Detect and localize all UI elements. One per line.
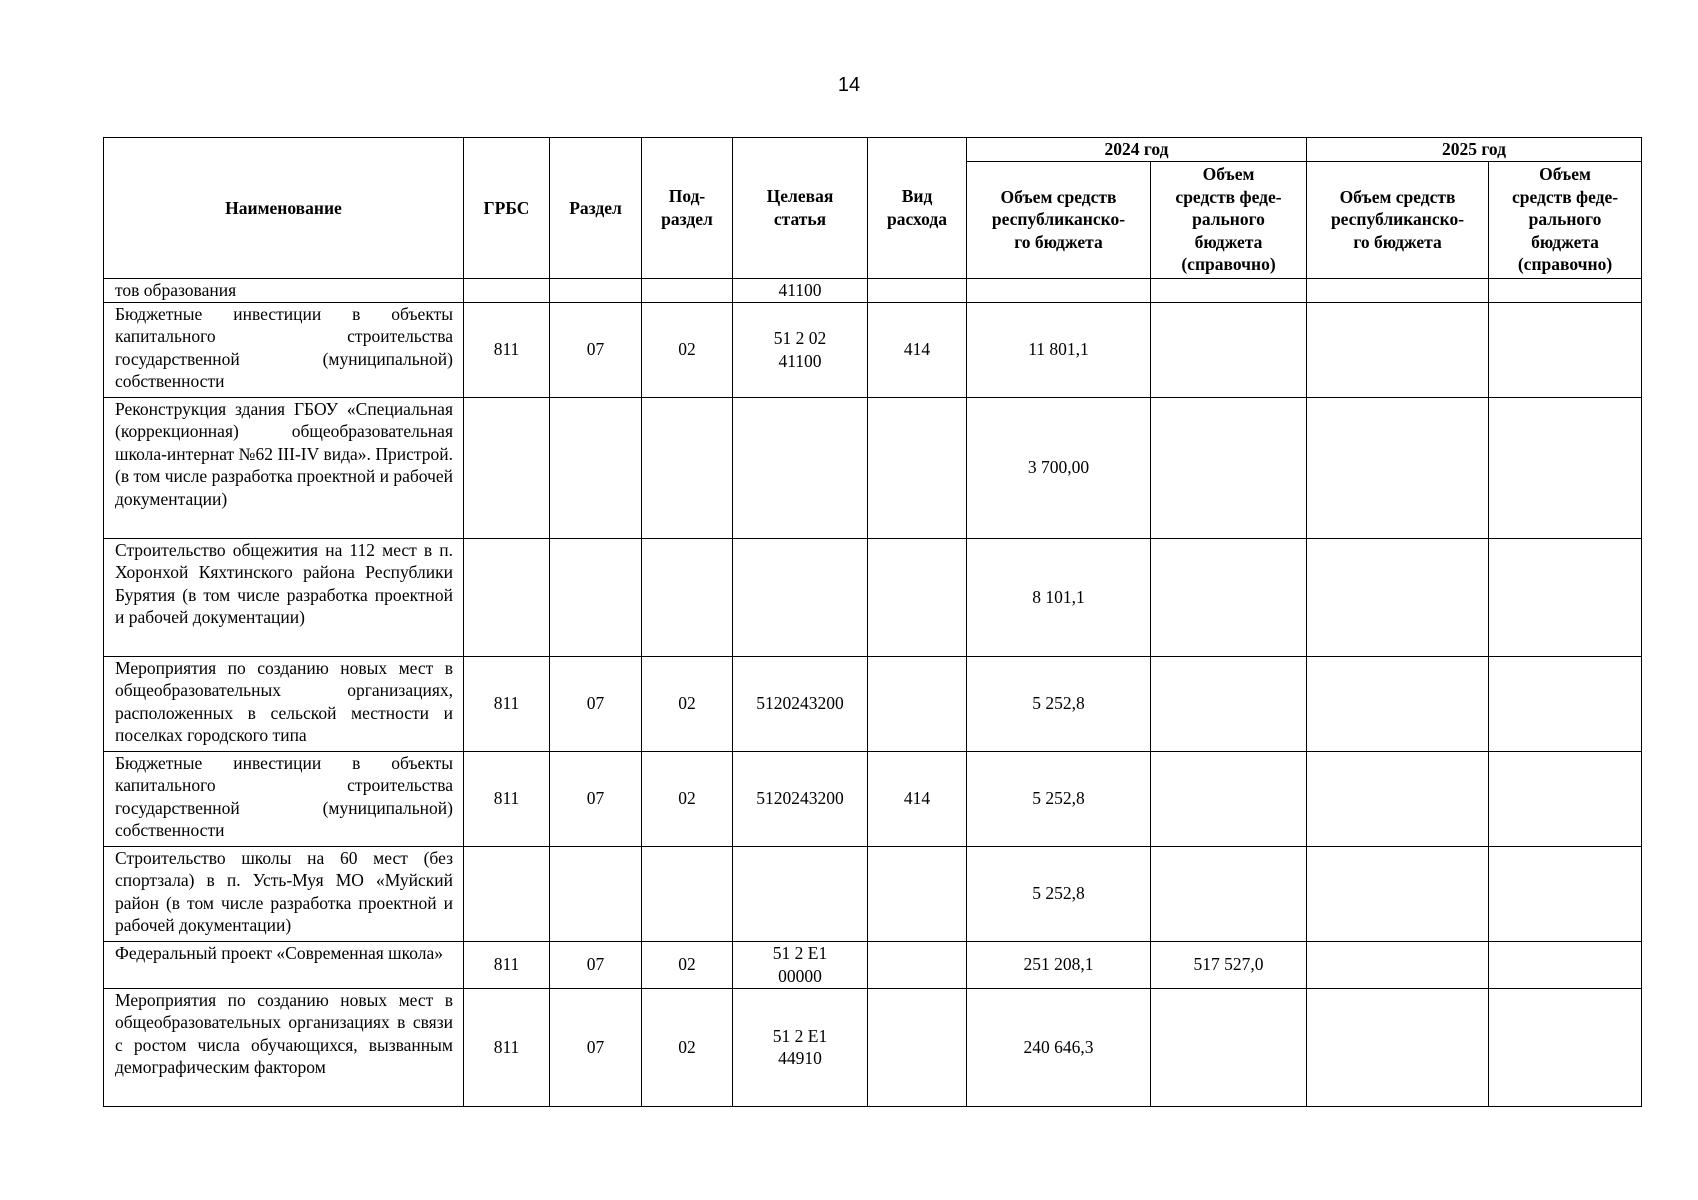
- row-expense: [868, 846, 967, 941]
- col-header-year-2025: 2025 год: [1307, 138, 1642, 162]
- row-subsection: 02: [642, 941, 733, 988]
- row-section: 07: [550, 751, 642, 846]
- row-subsection: 02: [642, 656, 733, 751]
- col-header-republic-budget-2024: Объем средств республиканско- го бюджета: [967, 161, 1151, 278]
- row-name: Федеральный проект «Современная школа»: [104, 941, 464, 988]
- row-article: [733, 397, 868, 538]
- row-expense: [868, 988, 967, 1106]
- row-federal-2024: [1151, 656, 1307, 751]
- row-expense: 414: [868, 302, 967, 397]
- col-header-subsection: Под- раздел: [642, 138, 733, 279]
- row-federal-2024: [1151, 846, 1307, 941]
- table-row: [104, 302, 1642, 397]
- row-expense: [868, 397, 967, 538]
- row-republic-2025: [1307, 751, 1489, 846]
- table-row: [104, 656, 1642, 751]
- budget-table: [103, 137, 1642, 1107]
- table-row: [104, 397, 1642, 538]
- row-name: Строительство школы на 60 мест (без спортзала) в п. Усть-Муя МО «Муйский район (в том числе разработка проектной и рабочей документации): [104, 846, 464, 941]
- row-article: [733, 538, 868, 656]
- row-republic-2024: 11 801,1: [967, 302, 1151, 397]
- row-republic-2024: [967, 278, 1151, 302]
- row-section: 07: [550, 988, 642, 1106]
- row-section: 07: [550, 941, 642, 988]
- row-section: 07: [550, 656, 642, 751]
- table-row: [104, 538, 1642, 656]
- row-expense: [868, 656, 967, 751]
- row-federal-2025: [1489, 656, 1642, 751]
- row-subsection: 02: [642, 302, 733, 397]
- row-subsection: [642, 278, 733, 302]
- row-grbs: 811: [464, 751, 550, 846]
- row-section: [550, 538, 642, 656]
- row-federal-2025: [1489, 302, 1642, 397]
- row-grbs: 811: [464, 302, 550, 397]
- row-name: Мероприятия по созданию новых мест в общеобразовательных организациях в связи с ростом числа обучающихся, вызванным демографическим фактором: [104, 988, 464, 1106]
- row-subsection: [642, 846, 733, 941]
- row-article: 5120243200: [733, 751, 868, 846]
- col-header-name: Наименование: [104, 138, 464, 279]
- row-republic-2024: 3 700,00: [967, 397, 1151, 538]
- col-header-republic-budget-2025: Объем средств республиканско- го бюджета: [1307, 161, 1489, 278]
- row-grbs: 811: [464, 988, 550, 1106]
- row-republic-2025: [1307, 278, 1489, 302]
- row-republic-2024: 5 252,8: [967, 751, 1151, 846]
- row-name: Строительство общежития на 112 мест в п. Хоронхой Кяхтинского района Республики Бурятия (в том числе разработка проектной и рабочей документации): [104, 538, 464, 656]
- row-grbs: 811: [464, 941, 550, 988]
- row-republic-2024: 8 101,1: [967, 538, 1151, 656]
- row-republic-2025: [1307, 302, 1489, 397]
- row-federal-2024: [1151, 751, 1307, 846]
- row-grbs: 811: [464, 656, 550, 751]
- row-expense: [868, 278, 967, 302]
- row-federal-2025: [1489, 941, 1642, 988]
- row-subsection: 02: [642, 988, 733, 1106]
- row-federal-2024: [1151, 302, 1307, 397]
- row-republic-2025: [1307, 656, 1489, 751]
- col-header-year-2024: 2024 год: [967, 138, 1307, 162]
- page-number: 14: [837, 74, 861, 96]
- row-section: [550, 397, 642, 538]
- col-header-grbs: ГРБС: [464, 138, 550, 279]
- row-name: Реконструкция здания ГБОУ «Специальная (коррекционная) общеобразовательная школа-интернат №62 III-IV вида». Пристрой. (в том числе разработка проектной и рабочей документации): [104, 397, 464, 538]
- table-row: [104, 988, 1642, 1106]
- row-federal-2025: [1489, 397, 1642, 538]
- row-section: [550, 278, 642, 302]
- row-article: 51 2 E1 44910: [733, 988, 868, 1106]
- row-republic-2024: 240 646,3: [967, 988, 1151, 1106]
- row-article: 51 2 02 41100: [733, 302, 868, 397]
- table-row: [104, 278, 1642, 302]
- row-grbs: [464, 846, 550, 941]
- row-name: Бюджетные инвестиции в объекты капитального строительства государственной (муниципальной) собственности: [104, 302, 464, 397]
- row-name: Мероприятия по созданию новых мест в общеобразовательных организациях, расположенных в сельской местности и поселках городского типа: [104, 656, 464, 751]
- row-name: Бюджетные инвестиции в объекты капитального строительства государственной (муниципальной) собственности: [104, 751, 464, 846]
- row-subsection: 02: [642, 751, 733, 846]
- row-federal-2024: [1151, 988, 1307, 1106]
- col-header-federal-budget-2024: Объем средств феде- рального бюджета (справочно): [1151, 161, 1307, 278]
- row-subsection: [642, 538, 733, 656]
- row-federal-2025: [1489, 751, 1642, 846]
- row-federal-2025: [1489, 846, 1642, 941]
- col-header-section: Раздел: [550, 138, 642, 279]
- row-expense: 414: [868, 751, 967, 846]
- row-federal-2024: [1151, 538, 1307, 656]
- table-row: [104, 941, 1642, 988]
- row-name: тов образования: [104, 278, 464, 302]
- row-republic-2025: [1307, 988, 1489, 1106]
- row-republic-2025: [1307, 846, 1489, 941]
- col-header-expense-type: Вид расхода: [868, 138, 967, 279]
- row-federal-2025: [1489, 538, 1642, 656]
- row-article: [733, 846, 868, 941]
- row-subsection: [642, 397, 733, 538]
- col-header-federal-budget-2025: Объем средств феде- рального бюджета (справочно): [1489, 161, 1642, 278]
- row-expense: [868, 538, 967, 656]
- row-article: 41100: [733, 278, 868, 302]
- row-grbs: [464, 278, 550, 302]
- row-republic-2025: [1307, 397, 1489, 538]
- row-republic-2024: 251 208,1: [967, 941, 1151, 988]
- row-article: 51 2 E1 00000: [733, 941, 868, 988]
- col-header-target-article: Целевая статья: [733, 138, 868, 279]
- row-federal-2024: [1151, 397, 1307, 538]
- row-republic-2024: 5 252,8: [967, 846, 1151, 941]
- table-row: [104, 846, 1642, 941]
- row-article: 5120243200: [733, 656, 868, 751]
- row-grbs: [464, 538, 550, 656]
- row-federal-2025: [1489, 988, 1642, 1106]
- table-row: [104, 751, 1642, 846]
- row-grbs: [464, 397, 550, 538]
- row-republic-2025: [1307, 941, 1489, 988]
- header-row-years: [104, 138, 1642, 162]
- row-section: 07: [550, 302, 642, 397]
- row-expense: [868, 941, 967, 988]
- row-section: [550, 846, 642, 941]
- row-federal-2024: 517 527,0: [1151, 941, 1307, 988]
- row-republic-2025: [1307, 538, 1489, 656]
- row-federal-2024: [1151, 278, 1307, 302]
- row-federal-2025: [1489, 278, 1642, 302]
- row-republic-2024: 5 252,8: [967, 656, 1151, 751]
